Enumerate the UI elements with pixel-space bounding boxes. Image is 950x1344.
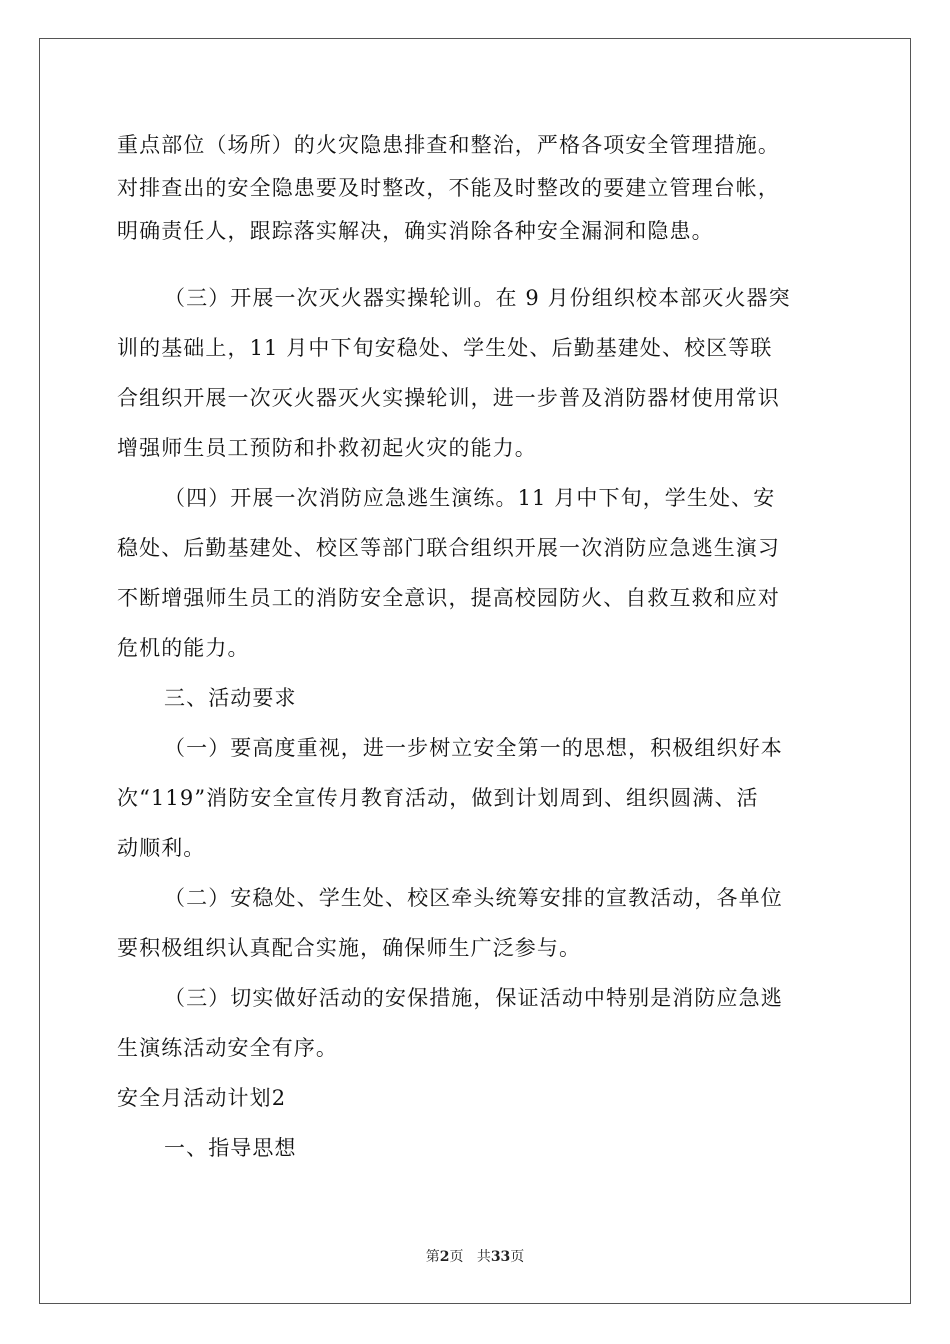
paragraph-first-line: （三）开展一次灭火器实操轮训。在 9 月份组织校本部灭火器突 [164,286,791,310]
page-number: 2 [439,1249,450,1265]
body-line: 增强师生员工预防和扑救初起火灾的能力。 [117,436,537,460]
body-line: 危机的能力。 [117,636,250,660]
body-line: 动顺利。 [117,836,206,860]
section-heading: 三、活动要求 [164,686,297,710]
body-line: 重点部位（场所）的火灾隐患排查和整治，严格各项安全管理措施。 [117,133,780,157]
page-suffix: 页 [449,1249,464,1265]
body-line: 要积极组织认真配合实施，确保师生广泛参与。 [117,936,582,960]
total-prefix: 共 [476,1249,491,1265]
section-heading: 一、指导思想 [164,1136,297,1160]
body-line: 明确责任人，跟踪落实解决，确实消除各种安全漏洞和隐患。 [117,219,714,243]
body-line: 生演练活动安全有序。 [117,1036,338,1060]
body-line: 训的基础上，11 月中下旬安稳处、学生处、后勤基建处、校区等联 [117,336,773,360]
paragraph-first-line: （二）安稳处、学生处、校区牵头统筹安排的宣教活动，各单位 [164,886,783,910]
body-line: 稳处、后勤基建处、校区等部门联合组织开展一次消防应急逃生演习 [117,536,780,560]
body-line: 对排查出的安全隐患要及时整改，不能及时整改的要建立管理台帐， [117,176,780,200]
body-line: 合组织开展一次灭火器灭火实操轮训，进一步普及消防器材使用常识 [117,386,780,410]
page-prefix: 第 [425,1249,440,1265]
paragraph-first-line: （四）开展一次消防应急逃生演练。11 月中下旬，学生处、安 [164,486,776,510]
paragraph-first-line: （三）切实做好活动的安保措施，保证活动中特别是消防应急逃 [164,986,783,1010]
document-title: 安全月活动计划2 [117,1086,287,1110]
total-suffix: 页 [510,1249,525,1265]
total-pages: 33 [490,1249,511,1265]
body-line: 次“119”消防安全宣传月教育活动，做到计划周到、组织圆满、活 [117,786,759,810]
body-line: 不断增强师生员工的消防安全意识，提高校园防火、自救互救和应对 [117,586,780,610]
page-footer [0,1246,950,1266]
paragraph-first-line: （一）要高度重视，进一步树立安全第一的思想，积极组织好本 [164,736,783,760]
